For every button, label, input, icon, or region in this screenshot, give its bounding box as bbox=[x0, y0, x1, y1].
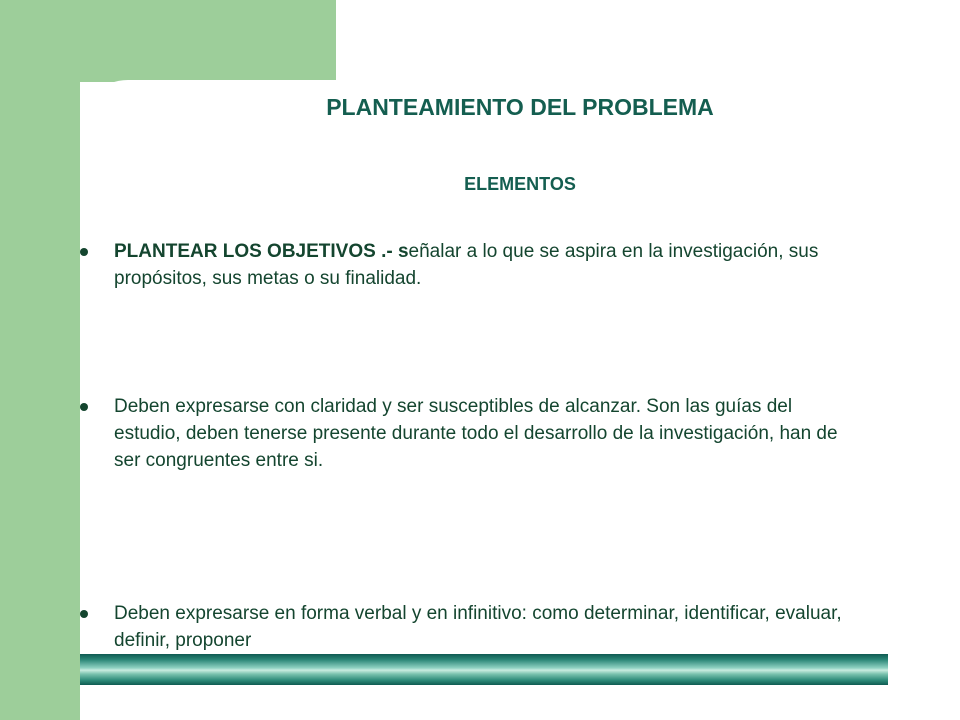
top-green-block bbox=[0, 0, 336, 82]
slide-subtitle: ELEMENTOS bbox=[464, 174, 576, 194]
bullet-icon bbox=[80, 248, 88, 256]
list-item bbox=[76, 393, 856, 474]
bullet-lead: PLANTEAR LOS OBJETIVOS .- s bbox=[114, 241, 409, 262]
list-item bbox=[76, 238, 856, 292]
bullet-list bbox=[76, 238, 856, 651]
list-item bbox=[76, 600, 856, 654]
left-green-bar bbox=[0, 0, 80, 720]
bullet-icon bbox=[80, 610, 88, 618]
bullet-text: Deben expresarse en forma verbal y en infinitivo: como determinar, identificar, evaluar, definir, proponer bbox=[114, 603, 842, 651]
bullet-text: eñalar a lo que se aspira en la investigación, sus propósitos, sus metas o su finalidad. bbox=[114, 241, 819, 289]
bullet-text: Deben expresarse con claridad y ser susceptibles de alcanzar. Son las guías del estudio, deben tenerse presente durante todo el desarrollo de la investigación, han de ser congruentes entre si. bbox=[114, 396, 838, 471]
footer-stripe bbox=[80, 654, 888, 685]
bullet-icon bbox=[80, 403, 88, 411]
slide-title: PLANTEAMIENTO DEL PROBLEMA bbox=[326, 94, 714, 120]
